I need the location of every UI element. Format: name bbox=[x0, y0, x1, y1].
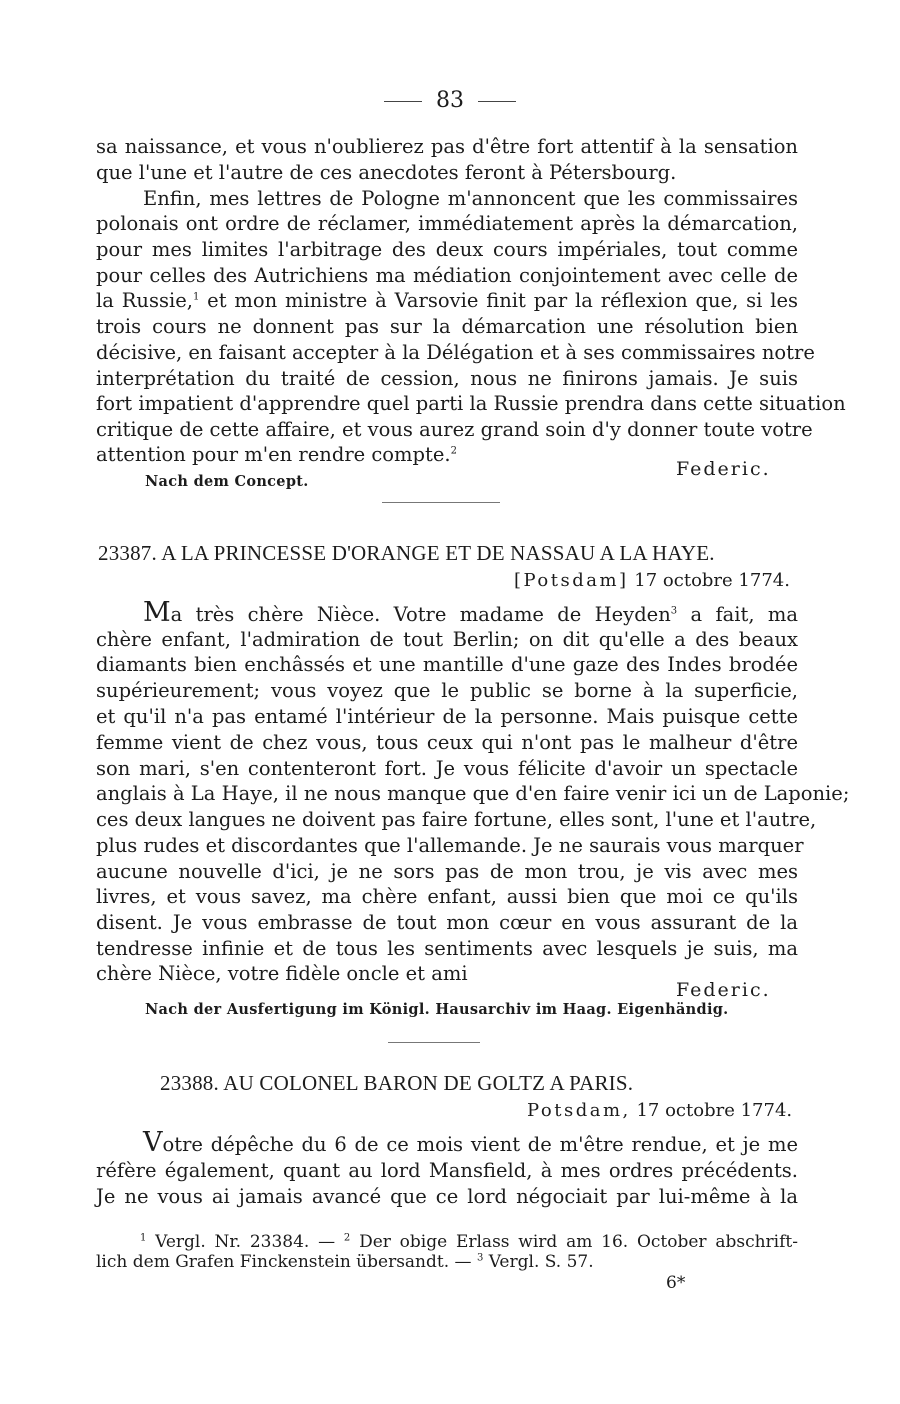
text-fragment: a fait, ma bbox=[677, 603, 798, 626]
source-note: Nach dem Concept. bbox=[145, 473, 309, 490]
signature-mark: 6* bbox=[666, 1273, 686, 1293]
folio-dash-left bbox=[384, 101, 422, 102]
text-line: sa naissance, et vous n'oublierez pas d'être fort attentif à la sensation bbox=[96, 135, 798, 158]
text-line: tendresse infinie et de tous les sentiments avec lesquels je suis, ma bbox=[96, 937, 798, 960]
text-fragment: a très chère Nièce. Votre madame de Heyden bbox=[170, 603, 671, 626]
dateline-place: [Potsdam] bbox=[514, 570, 629, 591]
text-line: et qu'il n'a pas entamé l'intérieur de la personne. Mais puisque cette bbox=[96, 705, 798, 728]
letter-title: A LA PRINCESSE D'ORANGE ET DE NASSAU A LA HAYE. bbox=[161, 541, 715, 565]
text-fragment: et mon ministre à Varsovie finit par la réflexion que, si les bbox=[199, 289, 799, 312]
letter-number: 23387. bbox=[98, 541, 157, 565]
footnote-line bbox=[96, 1251, 798, 1273]
page-number-text: 83 bbox=[436, 88, 464, 113]
footnote-mark: 3 bbox=[476, 1252, 484, 1264]
letter-heading bbox=[160, 1070, 633, 1096]
text-line: ces deux langues ne doivent pas faire fortune, elles sont, l'une et l'autre, bbox=[96, 808, 817, 831]
footnote-mark: 1 bbox=[139, 1232, 147, 1244]
text-line: réfère également, quant au lord Mansfield, à mes ordres précédents. bbox=[96, 1159, 798, 1182]
text-line: livres, et vous savez, ma chère enfant, aussi bien que moi ce qu'ils bbox=[96, 885, 798, 908]
text-line: Je ne vous ai jamais avancé que ce lord négociait par lui-même à la bbox=[96, 1185, 798, 1208]
text-fragment: otre dépêche du 6 de ce mois vient de m'être rendue, et je me bbox=[162, 1133, 798, 1156]
text-line: fort impatient d'apprendre quel parti la Russie prendra dans cette situation bbox=[96, 392, 846, 415]
letter-number: 23388. bbox=[160, 1071, 219, 1095]
text-line: chère Nièce, votre fidèle oncle et ami bbox=[96, 962, 468, 985]
text-line: interprétation du traité de cession, nous ne finirons jamais. Je suis bbox=[96, 367, 798, 390]
letter-title: AU COLONEL BARON DE GOLTZ A PARIS. bbox=[223, 1071, 634, 1095]
text-line: disent. Je vous embrasse de tout mon cœur en vous assurant de la bbox=[96, 911, 798, 934]
text-line bbox=[143, 597, 798, 628]
text-line: plus rudes et discordantes que l'allemande. Je ne saurais vous marquer bbox=[96, 834, 804, 857]
section-divider bbox=[382, 502, 500, 503]
initial-letter: M bbox=[143, 597, 171, 628]
text-line: pour celles des Autrichiens ma médiation conjointement avec celle de bbox=[96, 264, 798, 287]
page-number bbox=[0, 88, 900, 114]
signature: Federic. bbox=[676, 979, 771, 1001]
folio-dash-right bbox=[478, 101, 516, 102]
text-line: polonais ont ordre de réclamer, immédiatement après la démarcation, bbox=[96, 212, 798, 235]
text-line: femme vient de chez vous, tous ceux qui n'ont pas le malheur d'être bbox=[96, 731, 798, 754]
text-line bbox=[96, 288, 798, 314]
text-line: diamants bien enchâssés et une mantille d'une gaze des Indes brodée bbox=[96, 653, 798, 676]
text-line: anglais à La Haye, il ne nous manque que d'en faire venir ici un de Laponie; bbox=[96, 782, 850, 805]
footnote-text: lich dem Grafen Finckenstein übersandt. — bbox=[96, 1252, 477, 1272]
text-line: chère enfant, l'admiration de tout Berlin; on dit qu'elle a des beaux bbox=[96, 628, 798, 651]
footnote-text: Vergl. S. 57. bbox=[483, 1252, 594, 1272]
dateline bbox=[514, 570, 790, 591]
text-line bbox=[143, 1127, 798, 1158]
dateline-date: 17 octobre 1774. bbox=[634, 570, 790, 591]
text-line: Enfin, mes lettres de Pologne m'annoncent que les commissaires bbox=[143, 187, 798, 210]
text-fragment: la Russie, bbox=[96, 289, 193, 312]
text-line: que l'une et l'autre de ces anecdotes feront à Pétersbourg. bbox=[96, 161, 677, 184]
text-line: aucune nouvelle d'ici, je ne sors pas de mon trou, je vis avec mes bbox=[96, 860, 798, 883]
footnote-line bbox=[96, 1231, 798, 1253]
signature: Federic. bbox=[676, 458, 771, 480]
text-line: pour mes limites l'arbitrage des deux cours impériales, tout comme bbox=[96, 238, 798, 261]
text-line: décisive, en faisant accepter à la Délégation et à ses commissaires notre bbox=[96, 341, 815, 364]
footnote-ref: 3 bbox=[670, 605, 678, 617]
dateline-date: 17 octobre 1774. bbox=[636, 1100, 793, 1121]
dateline-place: Potsdam, bbox=[527, 1100, 631, 1121]
source-note: Nach der Ausfertigung im Königl. Hausarchiv im Haag. Eigenhändig. bbox=[145, 1001, 729, 1018]
text-line: trois cours ne donnent pas sur la démarcation une résolution bien bbox=[96, 315, 798, 338]
initial-letter: V bbox=[143, 1127, 163, 1158]
footnote-text: Der obige Erlass wird am 16. October abschrift- bbox=[350, 1232, 798, 1252]
section-divider bbox=[388, 1042, 480, 1043]
dateline bbox=[527, 1100, 792, 1121]
footnote-ref: 1 bbox=[192, 291, 200, 303]
text-line: supérieurement; vous voyez que le public se borne à la superficie, bbox=[96, 679, 798, 702]
text-fragment: attention pour m'en rendre compte. bbox=[96, 443, 451, 466]
footnote-mark: 2 bbox=[343, 1232, 351, 1244]
text-line: critique de cette affaire, et vous aurez grand soin d'y donner toute votre bbox=[96, 418, 813, 441]
footnote-ref: 2 bbox=[450, 445, 457, 457]
text-line: son mari, s'en contenteront fort. Je vous félicite d'avoir un spectacle bbox=[96, 757, 798, 780]
letter-heading bbox=[98, 540, 715, 566]
footnote-text: Vergl. Nr. 23384. — bbox=[146, 1232, 344, 1252]
